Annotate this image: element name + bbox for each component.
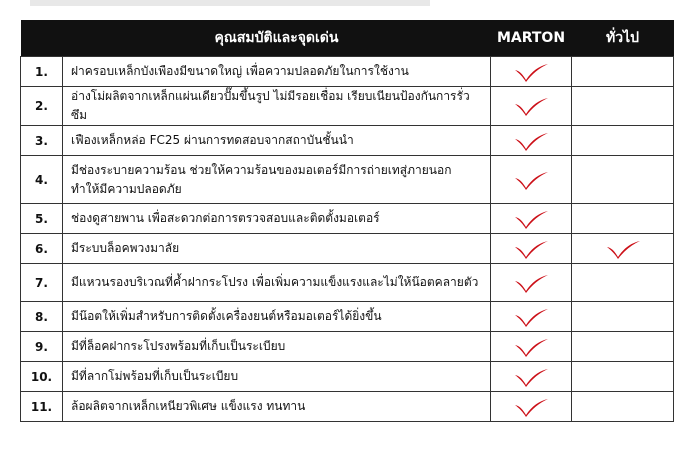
checkmark-icon: [512, 61, 550, 83]
marton-check-cell: [491, 302, 572, 332]
row-number: 9.: [21, 332, 63, 362]
checkmark-icon: [512, 336, 550, 358]
comparison-table: [20, 20, 674, 422]
table-row: [21, 57, 674, 87]
feature-text: ล้อผลิตจากเหล็กเหนียวพิเศษ แข็งแรง ทนทาน: [63, 392, 491, 422]
feature-text: ช่องดูสายพาน เพื่อสะดวกต่อการตรวจสอบและติดตั้งมอเตอร์: [63, 204, 491, 234]
general-check-cell: [572, 126, 674, 156]
marton-check-cell: [491, 392, 572, 422]
checkmark-icon: [512, 366, 550, 388]
marton-check-cell: [491, 87, 572, 126]
checkmark-icon: [512, 396, 550, 418]
table-row: [21, 362, 674, 392]
feature-text: เฟืองเหล็กหล่อ FC25 ผ่านการทดสอบจากสถาบันชั้นนำ: [63, 126, 491, 156]
table-row: [21, 87, 674, 126]
table-header-row: [21, 20, 674, 57]
table-row: [21, 204, 674, 234]
marton-check-cell: [491, 332, 572, 362]
marton-check-cell: [491, 126, 572, 156]
marton-check-cell: [491, 57, 572, 87]
general-check-cell: [572, 264, 674, 302]
row-number: 4.: [21, 156, 63, 204]
feature-text: มีแหวนรองบริเวณที่ค้ำฝากระโปรง เพื่อเพิ่มความแข็งแรงและไม่ให้น๊อตคลายตัว: [63, 264, 491, 302]
feature-text: มีช่องระบายความร้อน ช่วยให้ความร้อนของมอเตอร์มีการถ่ายเทสู่ภายนอก ทำให้มีความปลอดภัย: [63, 156, 491, 204]
general-check-cell: [572, 234, 674, 264]
feature-text: ฝาครอบเหล็กบังเพืองมีขนาดใหญ่ เพื่อความปลอดภัยในการใช้งาน: [63, 57, 491, 87]
header-feature: คุณสมบัติและจุดเด่น: [63, 20, 491, 57]
row-number: 2.: [21, 87, 63, 126]
general-check-cell: [572, 392, 674, 422]
checkmark-icon: [512, 238, 550, 260]
marton-check-cell: [491, 362, 572, 392]
general-check-cell: [572, 87, 674, 126]
row-number: 11.: [21, 392, 63, 422]
table-row: [21, 156, 674, 204]
row-number: 5.: [21, 204, 63, 234]
checkmark-icon: [512, 130, 550, 152]
row-number: 6.: [21, 234, 63, 264]
general-check-cell: [572, 302, 674, 332]
row-number: 1.: [21, 57, 63, 87]
checkmark-icon: [512, 169, 550, 191]
row-number: 10.: [21, 362, 63, 392]
header-number: [21, 20, 63, 57]
general-check-cell: [572, 57, 674, 87]
checkmark-icon: [512, 208, 550, 230]
feature-text: มีที่ลากโม่พร้อมที่เก็บเป็นระเบียบ: [63, 362, 491, 392]
row-number: 7.: [21, 264, 63, 302]
row-number: 8.: [21, 302, 63, 332]
table-row: [21, 126, 674, 156]
marton-check-cell: [491, 264, 572, 302]
table-row: [21, 392, 674, 422]
faded-top-text: [30, 0, 430, 6]
checkmark-icon: [604, 238, 642, 260]
row-number: 3.: [21, 126, 63, 156]
general-check-cell: [572, 332, 674, 362]
table-row: [21, 302, 674, 332]
feature-text: อ่างโม่ผลิตจากเหล็กแผ่นเดียวปั๊มขึ้นรูป ไม่มีรอยเชื่อม เรียบเนียนป้องกันการรั่วซึม: [63, 87, 491, 126]
checkmark-icon: [512, 95, 550, 117]
feature-text: มีที่ล็อคฝากระโปรงพร้อมที่เก็บเป็นระเบียบ: [63, 332, 491, 362]
marton-check-cell: [491, 156, 572, 204]
general-check-cell: [572, 204, 674, 234]
header-general: ทั่วไป: [572, 20, 674, 57]
checkmark-icon: [512, 306, 550, 328]
marton-check-cell: [491, 204, 572, 234]
feature-text: มีระบบล็อคพวงมาลัย: [63, 234, 491, 264]
checkmark-icon: [512, 272, 550, 294]
table-row: [21, 332, 674, 362]
general-check-cell: [572, 362, 674, 392]
table-row: [21, 264, 674, 302]
feature-text: มีน๊อตให้เพิ่มสำหรับการติดตั้งเครื่องยนต์หรือมอเตอร์ได้ยิ่งขึ้น: [63, 302, 491, 332]
general-check-cell: [572, 156, 674, 204]
table-row: [21, 234, 674, 264]
marton-check-cell: [491, 234, 572, 264]
header-marton: MARTON: [491, 20, 572, 57]
